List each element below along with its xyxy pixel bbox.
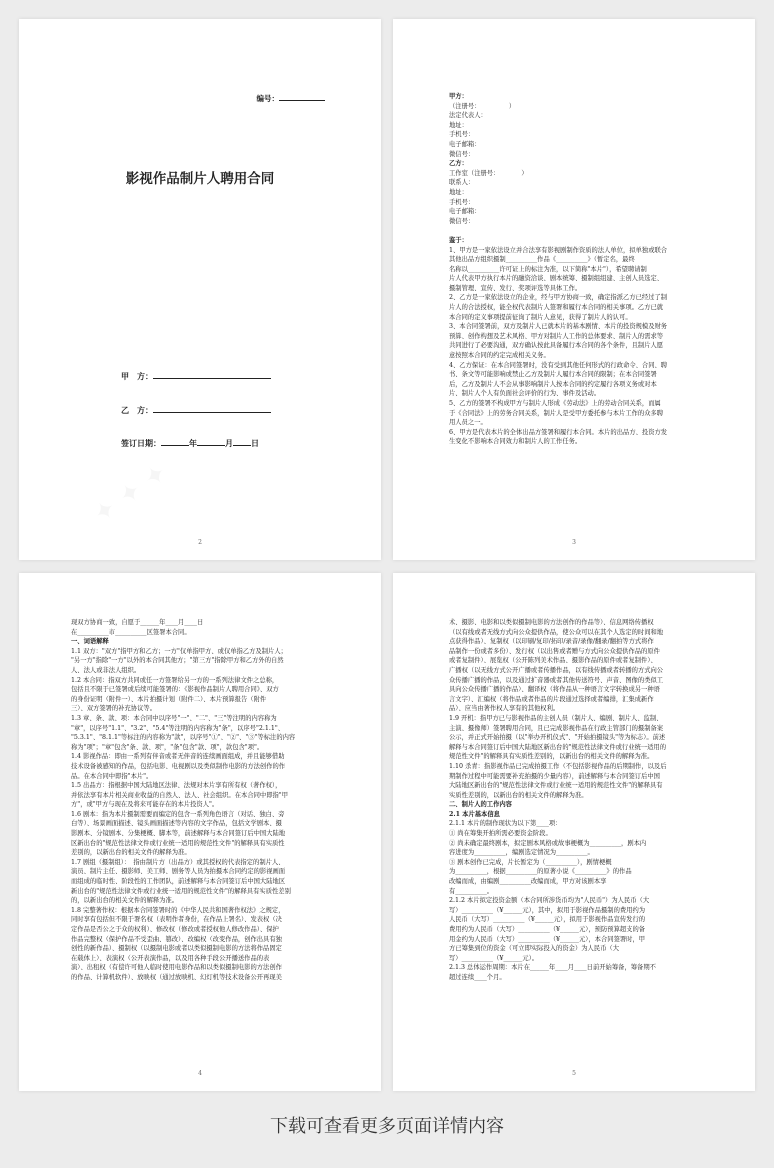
- text-line: 并依法享有本片相关商业收益的自然人、法人、社会组织。在本合同中即指"甲: [71, 791, 288, 799]
- text-line: 用金约为人民币（大写）__________（¥______元），本合同签署时，甲: [449, 935, 646, 943]
- text-line: 超过连续____个月。: [449, 973, 506, 981]
- text-line: 公示，并正式开始拍摄（以"举办开机仪式"、"开始拍摄镜头"等为标志）。前述: [449, 734, 666, 742]
- text-line: 工作室（注册号： ）: [449, 169, 528, 177]
- text-line: 包括且不限于已签署或后续可能签署的：《影视作品制片人聘用合同》、双方: [71, 686, 279, 694]
- year-blank: [161, 438, 189, 446]
- day-blank: [233, 438, 251, 446]
- text-line: 规范性文件"的解释具有实质性差别的，以新出台的相关文件的解释为准。: [449, 753, 654, 761]
- text-line: 同时享有包括但不限于署名权（表明作者身份，在作品上署名）、发表权（决: [71, 916, 282, 924]
- text-line: "另一方"指除"一方"以外的本合同其他方；"第三方"指除甲方和乙方外的自然: [71, 657, 284, 665]
- text-line: 白等）、场景画面描述、镜头画面描述等内容的文字作品，包括文学剧本、摄: [71, 820, 282, 828]
- text-line: 微信号：: [449, 150, 475, 158]
- text-line: 1.2 本合同：指双方共同或任一方签署给另一方的一系列法律文件之总称，: [71, 676, 279, 684]
- text-line: 名称以__________许可证上的标注为准，以下简称"本片"），希望聘请制: [449, 265, 647, 273]
- text-line: 2、乙方是一家依法设立的企业，经与甲方协商一致，确定指派乙方已经过了制: [449, 294, 668, 302]
- text-line: 解释与本合同签订后中国大陆地区新出台的"规范性法律文件或行业统一适用的: [449, 743, 666, 751]
- text-line: 定作品是否公之于众的权利）、修改权（修改或者授权他人修改作品）、保护: [71, 926, 279, 933]
- page4-body: [71, 618, 343, 983]
- text-line: 众传播广播的作品，以及通过扩音器或者其他传送符号、声音、图像的类似工: [449, 676, 664, 684]
- page-number: 3: [572, 539, 576, 546]
- party-b-line: [153, 405, 271, 413]
- text-line: ② 尚未确定最终剧本，拟定剧本风格或故事梗概为__________，剧本内: [449, 839, 647, 847]
- text-line: 现双方协商一致，自愿于______年____月____日: [71, 619, 204, 626]
- text-line: 鉴于：: [449, 236, 468, 244]
- contract-definitions-page: [19, 573, 381, 1091]
- text-line: 1.1 双方："双方"指甲方和乙方；一方"仅单指甲方、或仅单指乙方及制片人；: [71, 647, 287, 655]
- text-line: 法定代表人：: [449, 112, 487, 120]
- text-line: 2.1 本片基本信息: [449, 810, 500, 818]
- text-line: 1.7 剧组（摄制组）： 指由制片方（出品方）或其授权的代表指定的制片人、: [71, 858, 285, 866]
- text-line: 容进度为__________，编剧选定情况为__________。: [449, 849, 594, 857]
- text-line: 4、乙方保证：在本合同签署时，没有受到其他任何形式的行政命令、合同、聘: [449, 361, 668, 369]
- text-line: 甲方：: [449, 93, 468, 100]
- text-line: 共同进行了必要沟通，双方确认按此具备履行本合同的各个条件，且制片人愿: [449, 342, 664, 350]
- text-line: 有__________。: [449, 887, 494, 895]
- text-line: 地址：: [449, 121, 468, 129]
- text-line: ① 尚在筹集开拍所需必要资金阶段。: [449, 830, 552, 838]
- contract-number-label: 编号：: [256, 94, 279, 103]
- text-line: "章"，以序号"1.1"、"3.2"、"5.4"等注明的内容称为"条"，以序号"2.1.1"、: [71, 724, 285, 732]
- text-line: 联系人：: [449, 179, 475, 187]
- text-line: 一、词语解释: [71, 638, 109, 646]
- text-line: 1.8 完整著作权：根据本合同签署时的《中华人民共和国著作权法》之规定，: [71, 906, 285, 914]
- text-line: 在__________市__________区签署本合同。: [71, 628, 191, 636]
- contract-number-blank: [279, 94, 325, 101]
- text-line: 片人的合法授权，能全权代表制片人签署和履行本合同的相关事项。乙方已就: [449, 304, 664, 312]
- text-line: [449, 226, 711, 236]
- text-line: 方已筹集到位的资金（可立即实际投入的资金）为人民币（大: [449, 945, 620, 953]
- text-line: 用人员之一。: [449, 419, 487, 427]
- text-line: 的作品、计算机软件）、放映权（通过放映机、幻灯机等技术设备公开再现美: [71, 973, 282, 981]
- text-line: 1.6 剧本：指为本片摄制需要而编定的包含一系列角色语言（对话、独白、旁: [71, 810, 285, 818]
- text-line: 主演、摄像师）签署聘用合同，且已完成影视作品在行政主管部门的摄制备案: [449, 724, 664, 732]
- month-blank: [197, 438, 225, 446]
- text-line: 具向公众传播广播的作品）、翻译权（将作品从一种语言文字转换成另一种语: [449, 686, 660, 694]
- text-line: 人民币（大写）__________（¥______元），拟用于影视作品宣传发行的: [449, 916, 646, 924]
- party-a-signature: [121, 371, 271, 382]
- text-line: （以有线或者无线方式向公众提供作品，使公众可以在其个人选定的时间和地: [449, 628, 664, 636]
- text-line: 技术设备被感知的作品，包括电影、电视剧以及类似制作电影的方法创作的作: [71, 762, 286, 770]
- text-line: 大陆地区新出台的"规范性法律文件或行业统一适用的规范性文件"的解释具有: [449, 782, 663, 790]
- text-line: 写）__________（¥______元）。: [449, 954, 539, 962]
- contract-number-field: [257, 93, 326, 104]
- text-line: 电子邮箱：: [449, 140, 481, 148]
- text-line: 手机号：: [449, 131, 475, 139]
- text-line: 改编而成，由编剧__________改编而成，甲方对该剧本享: [449, 878, 607, 886]
- contract-work-content-page: [393, 573, 755, 1091]
- text-line: 5、乙方的签署不构成甲方与制片人形成《劳动法》上的劳动合同关系，而属: [449, 400, 661, 407]
- signing-date: [121, 438, 259, 449]
- page-number: 4: [198, 1070, 202, 1077]
- text-line: 区新出台的"规范性法律文件或行业统一适用的规范性文件"的解释具有实质性: [71, 839, 285, 847]
- text-line: 预算、创作构想及艺术风格、甲方对制片人工作的总体要求、制片人的需求等: [449, 332, 664, 340]
- text-line: 后，乙方及制片人不会从事影响制片人按本合同的约定履行各项义务或对本: [449, 380, 657, 388]
- party-b-label: 乙 方：: [121, 405, 153, 415]
- text-line: 术、摄影、电影和以类似摄制电影的方法创作的作品等）、信息网络传播权: [449, 619, 654, 626]
- text-line: 6、甲方是代表本片的全体出品方签署和履行本合同。本片的出品方、投资方发: [449, 428, 668, 436]
- text-line: 广播权（以无线方式公开广播或者传播作品，以有线传播或者转播的方式向公: [449, 666, 664, 674]
- text-line: 2.1.2 本片拟定投资金额（本合同所涉货币均为"人民币"）为人民币（大: [449, 897, 650, 905]
- text-line: 品）、应当由著作权人享有的其他权利。: [449, 705, 560, 713]
- text-line: 书、条文等可能影响或禁止乙方及制片人履行本合同的限制；在本合同签署: [449, 371, 657, 379]
- text-line: 摄制管理、宣传、发行、奖项评选等具体工作。: [449, 284, 582, 292]
- text-line: 1.10 杀青：指影视作品已完成拍摄工作（不包括影视作品的后期制作，以及后: [449, 762, 667, 770]
- date-label: 签订日期：: [121, 438, 161, 448]
- text-line: 二、制片人的工作内容: [449, 801, 512, 809]
- text-line: 影剧本、分镜剧本、分集梗概、脚本等，前述解释与本合同签订后中国大陆地: [71, 830, 286, 838]
- text-line: 演员、制片主任、摄影师、美工师、剧务等人员为拍摄本合同约定的影视画面: [71, 868, 286, 876]
- text-line: 意按照本合同的约定完成相关义务。: [449, 352, 550, 360]
- text-line: 而组成的临时性、阶段性的工作团队，前述解释与本合同签订后中国大陆地区: [71, 878, 286, 886]
- text-line: 新出台的"规范性法律文件或行业统一适用的规范性文件"的解释具有实质性差别: [71, 887, 291, 895]
- page3-body: [449, 92, 711, 447]
- text-line: 手机号：: [449, 198, 475, 206]
- text-line: 点获得作品）、复制权（以印刷/复印/拓印/录音/录像/翻录/翻拍等方式将作: [449, 638, 654, 646]
- text-line: 片人代表甲方执行本片的融资洽谈、剧本统筹、摄制组组建、主创人员选定、: [449, 275, 664, 283]
- text-line: 演）、出租权（有偿许可他人临时使用电影作品和以类似摄制电影的方法创作: [71, 964, 282, 972]
- text-line: 为__________，根据__________的原著小说《__________》的作品: [449, 868, 632, 876]
- contract-cover-page: [19, 19, 381, 560]
- text-line: 其他出品方组织摄制__________作品《__________》（暂定名，最终: [449, 256, 635, 264]
- text-line: 2.1.1 本片的制作现状为以下第____项：: [449, 820, 562, 828]
- text-line: 人、法人或非法人组织。: [71, 666, 141, 674]
- text-line: 2.1.3 总体运作周期：本片在______年____月____日前开始筹备，筹备期不: [449, 964, 656, 972]
- day-label: 日: [251, 438, 259, 448]
- contract-parties-page: [393, 19, 755, 560]
- download-prompt[interactable]: 下载可查看更多页面详情内容: [270, 1116, 504, 1137]
- text-line: 三）、双方签署的补充协议等。: [71, 705, 157, 713]
- page5-body: [449, 618, 717, 983]
- text-line: 写）__________（¥______元），其中，拟用于影视作品摄制的费用约为: [449, 906, 646, 914]
- text-line: 作品完整权（保护作品不受歪曲、篡改）、改编权（改变作品，创作出具有独: [71, 935, 282, 943]
- text-line: 品制作一份或者多份）、发行权（以出售或者赠与方式向公众提供作品的原件: [449, 647, 660, 655]
- text-line: 费用约为人民币（大写）__________（¥______元），预防预算超支的备: [449, 926, 646, 933]
- text-line: 实质性差别的，以新出台的相关文件的解释为准。: [449, 791, 588, 799]
- text-line: 1.5 出品方：指根据中国大陆地区法律、法规对本片享有所有权（著作权），: [71, 782, 282, 790]
- document-title: 影视作品制片人聘用合同: [125, 171, 275, 187]
- text-line: 本合同的定义事项提前征询了制片人意见，获得了制片人的认可。: [449, 313, 632, 321]
- party-b-signature: [121, 405, 271, 416]
- text-line: 期制作过程中可能需要补充拍摄的少量内容），前述解释与本合同签订后中国: [449, 772, 660, 780]
- text-line: 电子邮箱：: [449, 208, 481, 216]
- text-line: 1.9 开机：指甲方已与影视作品的主创人员（制片人、编剧、制片人、监制、: [449, 714, 663, 722]
- text-line: ③ 剧本创作已完成，片长暂定为（__________），剧情梗概: [449, 858, 612, 866]
- text-line: 的身份证明（附件一）、本片拍摄计划（附件二）、本片预算报告（附件: [71, 695, 267, 703]
- text-line: 生变化不影响本合同效力和制片人的工作任务。: [449, 438, 582, 446]
- text-line: "5.3.1"、"8.1.1"等标注的内容称为"款"，以序号"①"、"②"、"③"等标注的内容: [71, 734, 296, 742]
- text-line: 乙方：: [449, 160, 468, 168]
- text-line: 地址：: [449, 188, 468, 196]
- text-line: 创性的新作品）、摄制权（以摄制电影或者以类似摄制电影的方法将作品固定: [71, 945, 282, 953]
- text-line: 1.4 影视作品：即由一系列有伴音或者无伴音的连续画面组成，并且能够借助: [71, 753, 285, 761]
- page-number: 5: [572, 1070, 576, 1077]
- text-line: 或者复制件）、展览权（公开陈列美术作品、摄影作品的原件或者复制件）、: [449, 657, 657, 665]
- text-line: 3、本合同签署前，双方及制片人已就本片的基本剧情、本片的投资规模及财务: [449, 323, 668, 331]
- text-line: 方"，或"甲方与现在及将来可能存在的本片投资人"。: [71, 801, 219, 809]
- watermark: [88, 458, 174, 530]
- text-line: 差别的，以新出台的相关文件的解释为准。: [71, 849, 191, 857]
- text-line: 的，以新出台的相关文件的解释为准。: [71, 897, 179, 905]
- text-line: 微信号：: [449, 217, 475, 225]
- year-label: 年: [189, 438, 197, 448]
- text-line: 言文字）、汇编权（将作品或者作品的片段通过选择或者编排，汇集成新作: [449, 695, 654, 703]
- text-line: 在载体上）、表演权（公开表演作品，以及用各种手段公开播送作品的表: [71, 954, 270, 962]
- text-line: 于《合同法》上的劳务合同关系，制片人是受甲方委托参与本片工作的众多聘: [449, 409, 664, 417]
- text-line: 品。在本合同中即指"本片"。: [71, 772, 153, 780]
- page-number: 2: [198, 539, 202, 546]
- party-a-label: 甲 方：: [121, 371, 153, 381]
- month-label: 月: [225, 438, 233, 448]
- party-a-line: [153, 371, 271, 379]
- text-line: 片、制片人个人有负面社会评价的行为、事件及活动。: [449, 390, 601, 398]
- text-line: 1.3 章、条、款、项：本合同中以序号"一"、"二"、"三"等注明的内容称为: [71, 714, 277, 722]
- text-line: 1、甲方是一家依法设立并合法享有影视剧制作资质的法人单位，拟单独或联合: [449, 246, 668, 254]
- text-line: 称为"项"；"章"包含"条、款、项"，"条"包含"款、项"，款包含"项"。: [71, 743, 264, 751]
- text-line: （注册号： ）: [449, 102, 516, 110]
